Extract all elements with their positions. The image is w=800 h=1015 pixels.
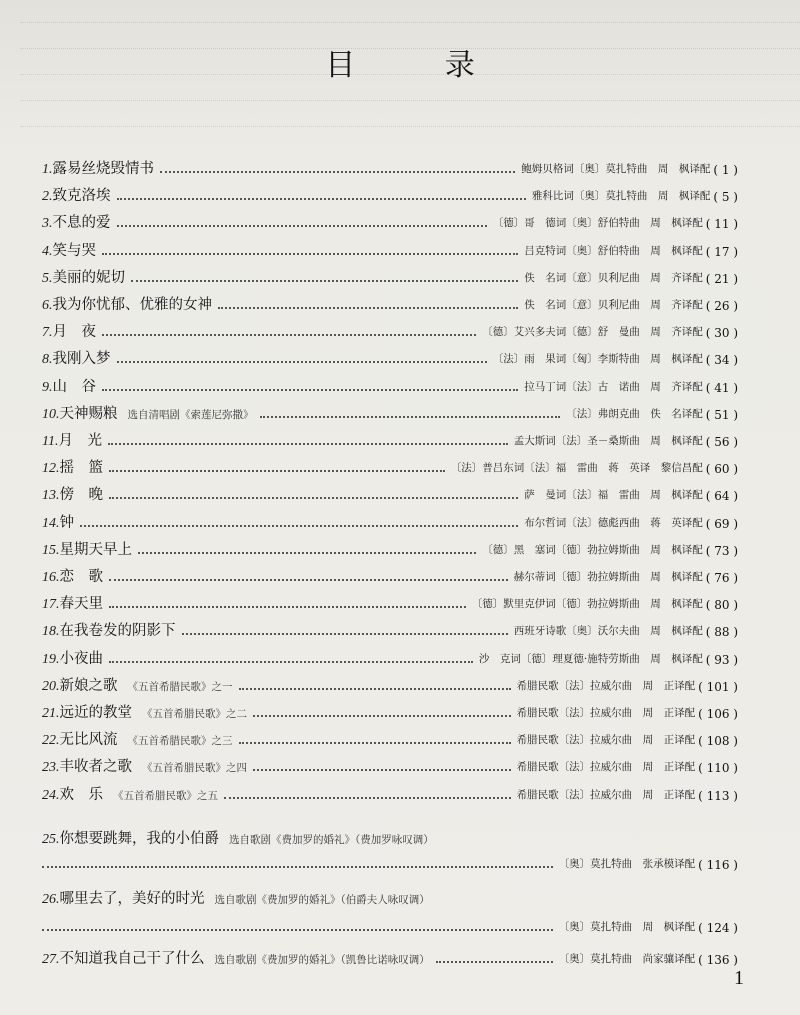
toc-entry — [42, 560, 738, 586]
entry-credits: 希腊民歌〔法〕拉威尔曲 周 正译配 — [516, 707, 696, 719]
entry-number: 15. — [42, 542, 60, 558]
entry-number: 24. — [42, 787, 60, 803]
entry-page: ( 17 ) — [705, 244, 738, 259]
toc-entry — [42, 315, 738, 341]
leader-dots — [80, 525, 518, 527]
entry-title: 你想要跳舞，我的小伯爵 — [59, 831, 219, 847]
leader-dots — [109, 606, 466, 608]
entry-number: 21. — [42, 706, 60, 721]
entry-title: 钟 — [59, 514, 74, 531]
entry-credits: 孟大斯词〔法〕圣－桑斯曲 周 枫译配 — [513, 435, 703, 447]
leader-dots — [436, 961, 553, 963]
toc-entry — [42, 587, 738, 613]
entry-page: ( 56 ) — [705, 435, 738, 449]
toc-entry — [42, 478, 738, 504]
page-title: 目 录 — [325, 48, 515, 83]
toc-entry — [42, 506, 738, 532]
entry-title: 无比风流 — [59, 732, 118, 749]
entry-credits: 希腊民歌〔法〕拉威尔曲 周 正译配 — [516, 761, 696, 774]
entry-credits: 〔法〕弗朗克曲 佚 名译配 — [566, 407, 703, 420]
entry-number: 11. — [42, 434, 59, 449]
entry-number: 27. — [42, 952, 60, 967]
entry-title: 天神赐粮 — [59, 405, 118, 422]
page-number: 1 — [734, 967, 744, 989]
leader-dots — [253, 769, 511, 771]
toc-entry — [42, 942, 738, 968]
entry-credits: 〔奥〕莫扎特曲 周 枫译配 — [558, 921, 696, 933]
entry-page: ( 5 ) — [713, 190, 738, 205]
entry-number: 26. — [42, 892, 60, 907]
entry-number: 7. — [42, 325, 53, 341]
entry-page: ( 73 ) — [705, 543, 738, 558]
toc-entry — [42, 696, 738, 722]
leader-dots — [108, 443, 508, 445]
entry-title: 新娘之歌 — [59, 677, 118, 694]
entry-title: 春天里 — [59, 596, 103, 613]
leader-dots — [42, 866, 553, 868]
leader-dots — [109, 579, 508, 581]
toc-entry — [42, 614, 738, 640]
entry-page: ( 21 ) — [705, 271, 738, 286]
entry-title: 欢 乐 — [59, 786, 103, 803]
entry-number: 22. — [42, 733, 60, 749]
entry-source: 选自歌剧《费加罗的婚礼》（费加罗咏叹调） — [229, 834, 434, 846]
entry-title: 我刚入梦 — [52, 351, 111, 368]
toc-entry — [42, 234, 738, 260]
entry-page: ( 30 ) — [705, 326, 738, 341]
entry-number: 19. — [42, 651, 60, 667]
entry-title: 不知道我自己干了什么 — [59, 951, 205, 967]
entry-number: 4. — [42, 243, 53, 259]
entry-page: ( 69 ) — [705, 516, 738, 531]
entry-credits: 佚 名词〔意〕贝利尼曲 周 齐译配 — [524, 271, 703, 284]
entry-number: 10. — [42, 406, 60, 422]
entry-credits: 〔德〕默里克伊词〔德〕勃拉姆斯曲 周 枫译配 — [471, 598, 703, 611]
entry-page: ( 60 ) — [705, 462, 738, 477]
entry-title: 不息的爱 — [52, 215, 111, 232]
entry-credits: 〔法〕普吕东词〔法〕福 雷曲 蒋 英译 黎信昌配 — [450, 462, 703, 475]
entry-credits: 希腊民歌〔法〕拉威尔曲 周 正译配 — [516, 679, 696, 692]
entry-number: 12. — [42, 461, 60, 477]
entry-page: ( 26 ) — [705, 299, 738, 313]
toc-entry-continuation — [42, 851, 738, 873]
leader-dots — [109, 497, 518, 499]
toc-entry — [42, 451, 738, 477]
entry-credits: 佚 名词〔意〕贝利尼曲 周 齐译配 — [524, 299, 703, 311]
entry-page: ( 101 ) — [698, 679, 738, 694]
entry-number: 1. — [42, 162, 53, 177]
toc-entry — [42, 822, 738, 848]
leader-dots — [182, 633, 508, 635]
entry-page: ( 11 ) — [705, 217, 738, 232]
entry-source: 《五首希腊民歌》之二 — [142, 708, 247, 720]
toc-entry — [42, 669, 738, 695]
entry-credits: 沙 克词〔德〕理夏德·施特劳斯曲 周 枫译配 — [478, 652, 703, 665]
toc-entry — [42, 778, 738, 804]
toc-entry — [42, 424, 738, 450]
entry-number: 23. — [42, 760, 60, 776]
entry-title: 小夜曲 — [59, 650, 103, 667]
entry-page: ( 51 ) — [705, 407, 738, 422]
leader-dots — [160, 171, 515, 173]
entry-credits: 希腊民歌〔法〕拉威尔曲 周 正译配 — [516, 788, 696, 801]
entry-page: ( 80 ) — [705, 598, 738, 613]
entry-page: ( 108 ) — [698, 734, 738, 749]
entry-page: ( 64 ) — [705, 489, 738, 504]
leader-dots — [239, 742, 511, 744]
entry-source: 《五首希腊民歌》之三 — [127, 735, 233, 748]
entry-page: ( 1 ) — [713, 163, 738, 177]
entry-title: 远近的教堂 — [59, 705, 132, 721]
entry-source: 选自歌剧《费加罗的婚礼》（伯爵夫人咏叹调） — [214, 894, 430, 906]
entry-source: 《五首希腊民歌》之五 — [113, 789, 218, 802]
leader-dots — [109, 470, 445, 472]
entry-credits: 西班牙诗歌〔奥〕沃尔夫曲 周 枫译配 — [513, 625, 703, 638]
entry-title: 在我卷发的阴影下 — [59, 623, 176, 640]
entry-page: ( 34 ) — [705, 353, 738, 368]
entry-source: 选自清唱剧《索莲尼弥撒》 — [127, 408, 254, 421]
leader-dots — [109, 661, 473, 663]
entry-number: 8. — [42, 352, 53, 368]
entry-page: ( 76 ) — [705, 571, 738, 585]
entry-title: 美丽的妮切 — [52, 269, 125, 286]
toc-entry — [42, 397, 738, 423]
entry-credits: 吕克特词〔奥〕舒伯特曲 周 枫译配 — [524, 244, 703, 257]
leader-dots — [131, 280, 518, 282]
entry-number: 18. — [42, 624, 60, 640]
entry-page: ( 88 ) — [705, 625, 738, 640]
toc-entry-continuation — [42, 914, 738, 936]
entry-number: 14. — [42, 515, 60, 531]
entry-title: 恋 歌 — [59, 569, 103, 585]
toc-entry — [42, 179, 738, 205]
toc-entry — [42, 723, 738, 749]
leader-dots — [102, 389, 518, 391]
entry-title: 致克洛埃 — [52, 188, 111, 205]
entry-credits: 鲍姆贝格词〔奥〕莫扎特曲 周 枫译配 — [521, 163, 711, 175]
leader-dots — [253, 715, 511, 717]
entry-title: 傍 晚 — [59, 487, 103, 504]
leader-dots — [117, 361, 487, 363]
entry-number: 25. — [42, 832, 60, 847]
leader-dots — [102, 253, 518, 255]
leader-dots — [102, 334, 476, 336]
leader-dots — [224, 797, 511, 799]
entry-credits: 希腊民歌〔法〕拉威尔曲 周 正译配 — [516, 734, 696, 747]
entry-source: 《五首希腊民歌》之四 — [142, 762, 247, 775]
entry-page: ( 110 ) — [698, 761, 738, 776]
entry-title: 星期天早上 — [59, 541, 132, 558]
toc-entry — [42, 152, 738, 178]
entry-page: ( 124 ) — [698, 921, 738, 935]
entry-number: 5. — [42, 270, 53, 286]
entry-title: 月 夜 — [52, 324, 96, 341]
leader-dots — [239, 688, 511, 690]
entry-credits: 〔德〕艾兴多夫词〔德〕舒 曼曲 周 齐译配 — [482, 326, 703, 339]
entry-credits: 赫尔蒂词〔德〕勃拉姆斯曲 周 枫译配 — [513, 571, 703, 583]
entry-title: 哪里去了，美好的时光 — [59, 891, 205, 907]
entry-credits: 萨 曼词〔法〕福 雷曲 周 枫译配 — [524, 489, 703, 502]
toc-entry — [42, 533, 738, 559]
entry-title: 丰收者之歌 — [59, 759, 132, 776]
entry-credits: 〔德〕黑 塞词〔德〕勃拉姆斯曲 周 枫译配 — [482, 543, 703, 556]
toc-entry — [42, 288, 738, 314]
entry-title: 月 光 — [58, 433, 102, 449]
toc-entry — [42, 882, 738, 908]
toc-entry — [42, 370, 738, 396]
entry-title: 山 谷 — [52, 378, 96, 395]
entry-number: 13. — [42, 488, 60, 504]
leader-dots — [117, 198, 526, 200]
entry-number: 17. — [42, 597, 60, 613]
leader-dots — [138, 552, 476, 554]
entry-number: 20. — [42, 678, 60, 694]
entry-number: 9. — [42, 379, 53, 395]
entry-page: ( 106 ) — [698, 707, 738, 721]
entry-credits: 〔奥〕莫扎特曲 尚家骧译配 — [558, 953, 696, 965]
entry-credits: 〔法〕雨 果词〔匈〕李斯特曲 周 枫译配 — [492, 353, 703, 366]
entry-page: ( 93 ) — [705, 652, 738, 667]
toc-entry — [42, 342, 738, 368]
entry-number: 2. — [42, 189, 53, 205]
toc-entry — [42, 750, 738, 776]
entry-credits: 雅科比词〔奥〕莫扎特曲 周 枫译配 — [531, 190, 711, 203]
entry-page: ( 116 ) — [698, 858, 738, 872]
toc-entry — [42, 206, 738, 232]
entry-title: 我为你忧郁、优雅的女神 — [52, 297, 212, 313]
entry-number: 6. — [42, 298, 53, 313]
entry-title: 摇 篮 — [59, 460, 103, 477]
entry-source: 选自歌剧《费加罗的婚礼》（凯鲁比诺咏叹调） — [214, 954, 430, 966]
entry-credits: 布尔哲词〔法〕德彪西曲 蒋 英译配 — [524, 516, 703, 529]
toc-entry — [42, 261, 738, 287]
entry-credits: 拉马丁词〔法〕古 诺曲 周 齐译配 — [524, 380, 703, 393]
leader-dots — [42, 929, 553, 931]
leader-dots — [117, 225, 487, 227]
entry-source: 《五首希腊民歌》之一 — [127, 680, 233, 693]
entry-number: 16. — [42, 570, 60, 585]
leader-dots — [260, 416, 561, 418]
leader-dots — [218, 307, 518, 309]
entry-page: ( 136 ) — [698, 953, 738, 967]
entry-page: ( 41 ) — [705, 380, 738, 395]
entry-title: 笑与哭 — [52, 242, 96, 259]
entry-title: 露易丝烧毁情书 — [52, 161, 154, 177]
entry-page: ( 113 ) — [698, 788, 738, 803]
entry-credits: 〔奥〕莫扎特曲 张承模译配 — [558, 858, 696, 870]
toc-entry — [42, 642, 738, 668]
entry-number: 3. — [42, 216, 53, 232]
entry-credits: 〔德〕哥 德词〔奥〕舒伯特曲 周 枫译配 — [492, 217, 703, 230]
